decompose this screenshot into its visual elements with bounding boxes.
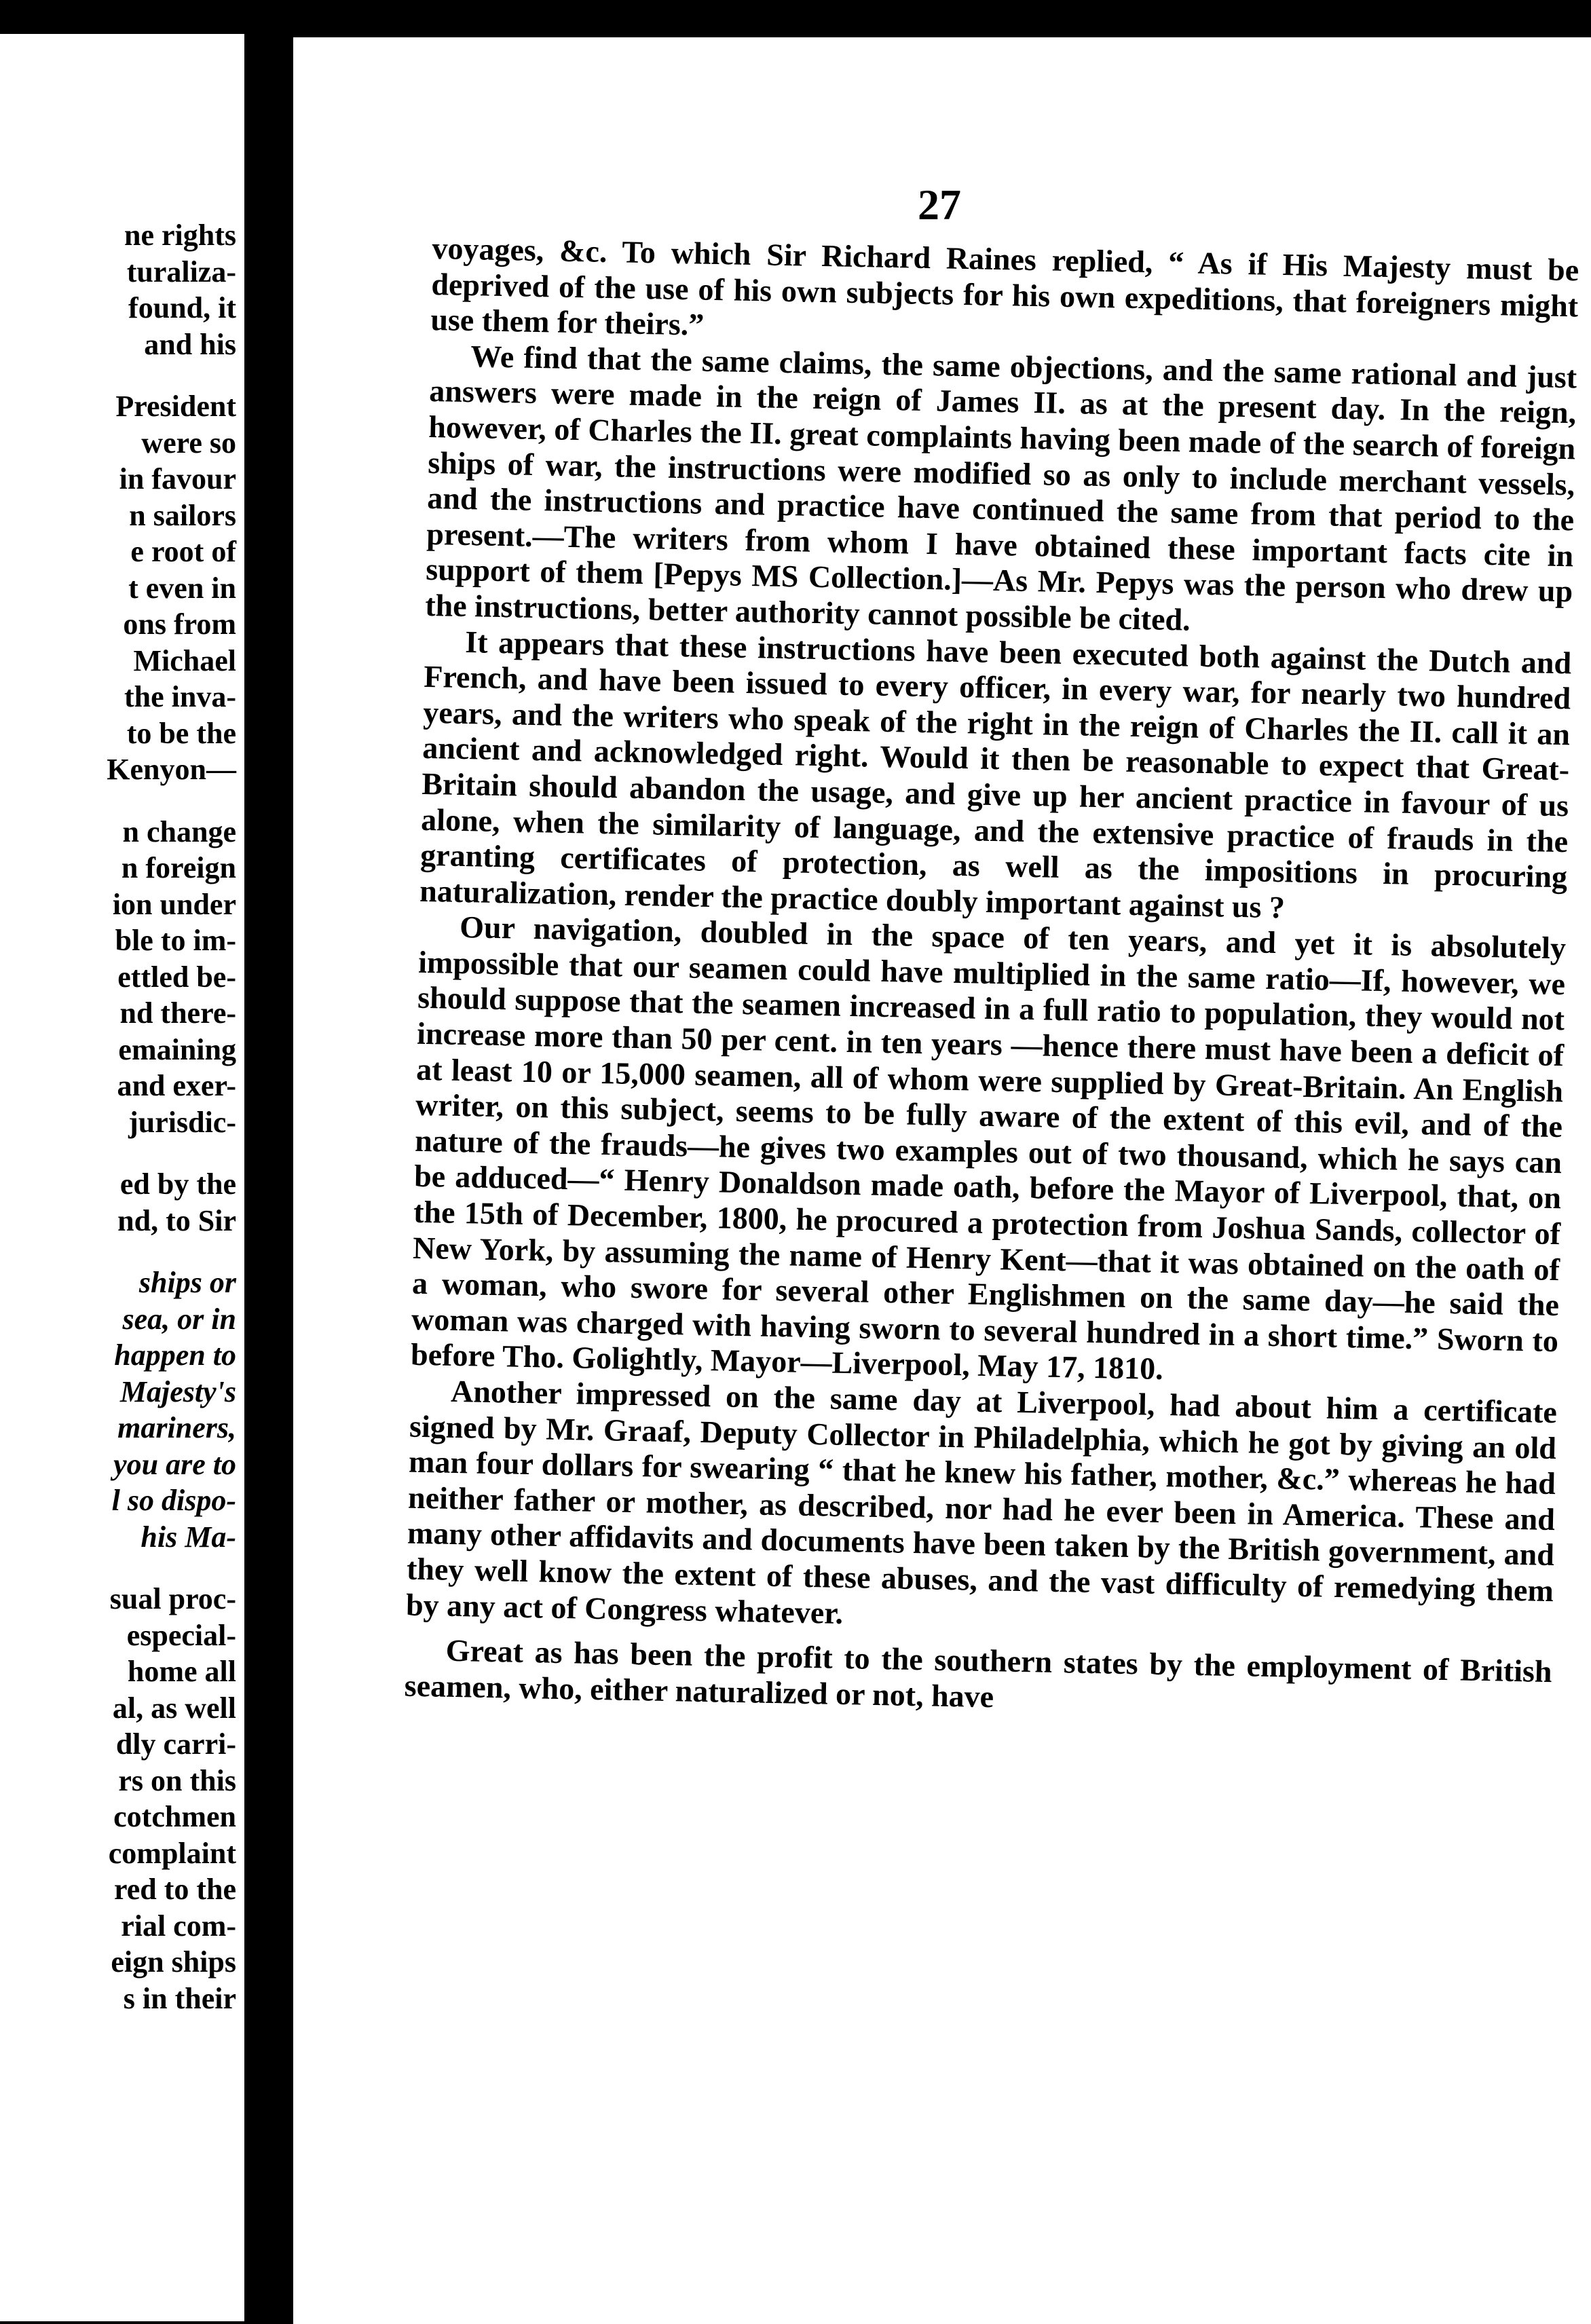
left-page-line: mariners, — [117, 1411, 236, 1444]
left-page-line: the inva- — [124, 680, 236, 713]
paragraph-3: It appears that these instructions have been executed both against the Dutch and French, and have been issued to every officer, in every war, for nearly two hundred years, and the writers who speak of the right in the reign of Charles the II. call it an ancient and acknowledged right. Would it then be reasonable to expect that Great-Britain should abandon the usage, and give up her ancient practice in favour of us alone, when the similarity of language, and the extensive practice of frauds in the granting certificates of protection, as well as the impositions in procuring naturalization, render the practice doubly important against us ? — [419, 624, 1572, 924]
left-page-line: especial- — [126, 1618, 236, 1652]
left-page-line: home all — [127, 1655, 236, 1688]
paragraph-2: We find that the same claims, the same objections, and the same rational and just answers were made in the reign of James II. as at the present day. In the reign, however, of Charles the II. great complaints having been made of the search of foreign ships of war, the instructions were modified so as only to include merchant vessels, and the instructions and practice have continued the same from that period to the present.—The writers from whom I have obtained these important facts cite in support of them [Pepys MS Collection.]—As Mr. Pepys was the person who drew up the instructions, better authority cannot possible be cited. — [424, 338, 1577, 637]
left-page-line: ettled be- — [117, 960, 236, 994]
left-page-line: red to the — [113, 1873, 236, 1906]
left-page-line: happen to — [114, 1338, 236, 1372]
paragraph-5: Another impressed on the same day at Liverpool, had about him a certificate signed by Mr. Graaf, Deputy Collector in Philadelphia, which he got by giving an old man four dollars for swearing “ that he knew his father, mother, &c.” whereas he had neither father or mother, as described, nor had he ever been in America. These and many other affidavits and documents have been taken by the British government, and they well know the extent of these abuses, and the vast difficulty of remedying them by any act of Congress whatever. — [405, 1373, 1558, 1630]
left-page-line: found, it — [128, 291, 236, 324]
left-page-line: his Ma- — [141, 1520, 236, 1554]
left-page-line: emaining — [118, 1032, 236, 1066]
left-page-line: t even in — [128, 571, 236, 605]
left-page-gap — [5, 1555, 236, 1581]
page-number: 27 — [918, 181, 961, 229]
left-page-line: sea, or in — [122, 1302, 236, 1336]
left-page-line: ons from — [123, 607, 236, 641]
left-page-line: ble to im- — [115, 924, 236, 957]
left-page-line: President — [115, 390, 236, 423]
left-page-line: l so dispo- — [111, 1484, 236, 1517]
left-page-line: ships or — [138, 1266, 236, 1299]
left-page-line: ion under — [112, 887, 236, 921]
paragraph-4: Our navigation, doubled in the space of ten years, and yet it is absolutely impossible that our seamen could have multiplied in the same ratio—If, however, we should suppose that the seamen increased in a full ratio to population, they would not increase more than 50 per cent. in ten years —hence there must have been a deficit of at least 10 or 15,000 seamen, all of whom were supplied by Great-Britain. An English writer, on this subject, seems to be fully aware of the extent of this evil, and of the nature of the frauds—he gives two examples out of two thousand, which he says can be adduced—“ Henry Donaldson made oath, before the Mayor of Liverpool, that, on the 15th of December, 1800, he procured a protection from Joshua Sands, collector of New York, by assuming the name of Henry Kent—that it was obtained on the oath of a woman, who swore for several other Englishmen on the same day—he said the woman was charged with having sworn to several hundred in a short time.” Sworn to before Tho. Golightly, Mayor—Liverpool, May 17, 1810. — [410, 910, 1567, 1387]
left-page-text — [5, 217, 236, 2017]
left-page-line: to be the — [126, 716, 236, 750]
left-page-line: n change — [122, 814, 236, 848]
left-page-gap — [5, 788, 236, 814]
left-page-line: n sailors — [129, 498, 236, 532]
left-page-line: complaint — [108, 1836, 236, 1870]
left-page-line: and exer- — [117, 1069, 236, 1102]
left-page-line: ed by the — [119, 1167, 236, 1201]
left-page-gap — [5, 362, 236, 388]
left-page-line: Majesty's — [119, 1374, 236, 1408]
left-page-line: ne rights — [124, 219, 236, 252]
left-page-line: you are to — [113, 1447, 236, 1481]
left-page-line: sual proc- — [109, 1582, 236, 1615]
left-page-line: and his — [144, 327, 236, 361]
left-page-line: n foreign — [121, 851, 236, 884]
left-page-line: rs on this — [118, 1763, 236, 1797]
left-page-line: dly carri- — [115, 1727, 236, 1761]
left-page-line: were so — [141, 426, 236, 460]
left-page — [0, 34, 244, 2321]
left-page-line: cotchmen — [113, 1800, 236, 1833]
left-page-line: in favour — [119, 462, 236, 495]
left-page-line: Michael — [133, 643, 236, 677]
left-page-line: al, as well — [112, 1691, 236, 1725]
left-page-line: eign ships — [111, 1945, 236, 1979]
right-page — [293, 37, 1591, 2324]
left-page-line: jurisdic- — [128, 1105, 236, 1139]
left-page-gap — [5, 1239, 236, 1264]
left-page-line: nd, to Sir — [117, 1203, 236, 1237]
left-page-line: s in their — [123, 1981, 236, 2015]
left-page-line: turaliza- — [126, 255, 236, 288]
book-gutter — [244, 0, 293, 2324]
paragraph-1: voyages, &c. To which Sir Richard Raines replied, “ As if His Majesty must be deprived of the use of his own subjects for his own expeditions, that foreigners might use them for theirs.” — [430, 231, 1579, 342]
left-page-line: nd there- — [119, 996, 236, 1030]
paragraph-6: Great as has been the profit to the southern states by the employment of British seamen, who, either naturalized or not, have — [404, 1632, 1553, 1714]
left-page-line: rial com- — [121, 1909, 236, 1943]
left-page-line: Kenyon— — [107, 753, 236, 786]
page-body — [404, 231, 1579, 1725]
left-page-gap — [5, 1140, 236, 1166]
left-page-line: e root of — [130, 535, 236, 568]
